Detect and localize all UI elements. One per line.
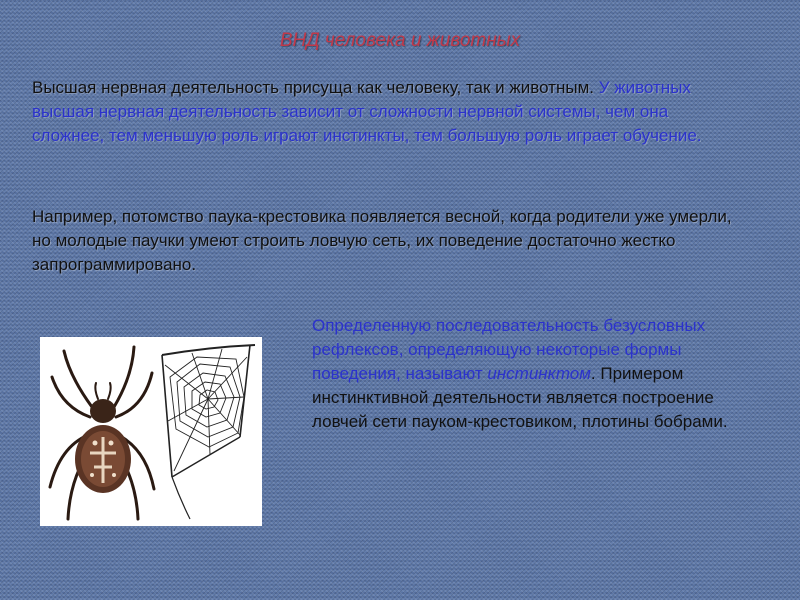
instinct-definition-plain: . Примером инстинктивной деятельности является построение ловчей сети пауком-крестовиком, плотины бобрами. <box>312 364 728 431</box>
instinct-definition <box>312 314 762 434</box>
paragraph-intro <box>32 76 732 148</box>
spider-and-web-illustration <box>40 337 262 526</box>
paragraph-intro-plain: Высшая нервная деятельность присуща как человеку, так и животным. <box>32 78 594 97</box>
slide-title: ВНД человека и животных <box>279 30 521 51</box>
instinct-term: инстинктом <box>487 364 591 383</box>
paragraph-intro-highlight: У животных высшая нервная деятельность зависит от сложности нервной системы, чем она сложнее, тем меньшую роль играют инстинкты, тем большую роль играет обучение. <box>32 78 702 145</box>
spider-web-icon <box>162 345 255 519</box>
paragraph-example: Например, потомство паука-крестовика появляется весной, когда родители уже умерли, но молодые паучки умеют строить ловчую сеть, их поведение достаточно жестко запрограммировано. <box>32 207 732 274</box>
instinct-definition-highlight: Определенную последовательность безусловных рефлексов, определяющую некоторые формы поведения, называют <box>312 316 706 383</box>
